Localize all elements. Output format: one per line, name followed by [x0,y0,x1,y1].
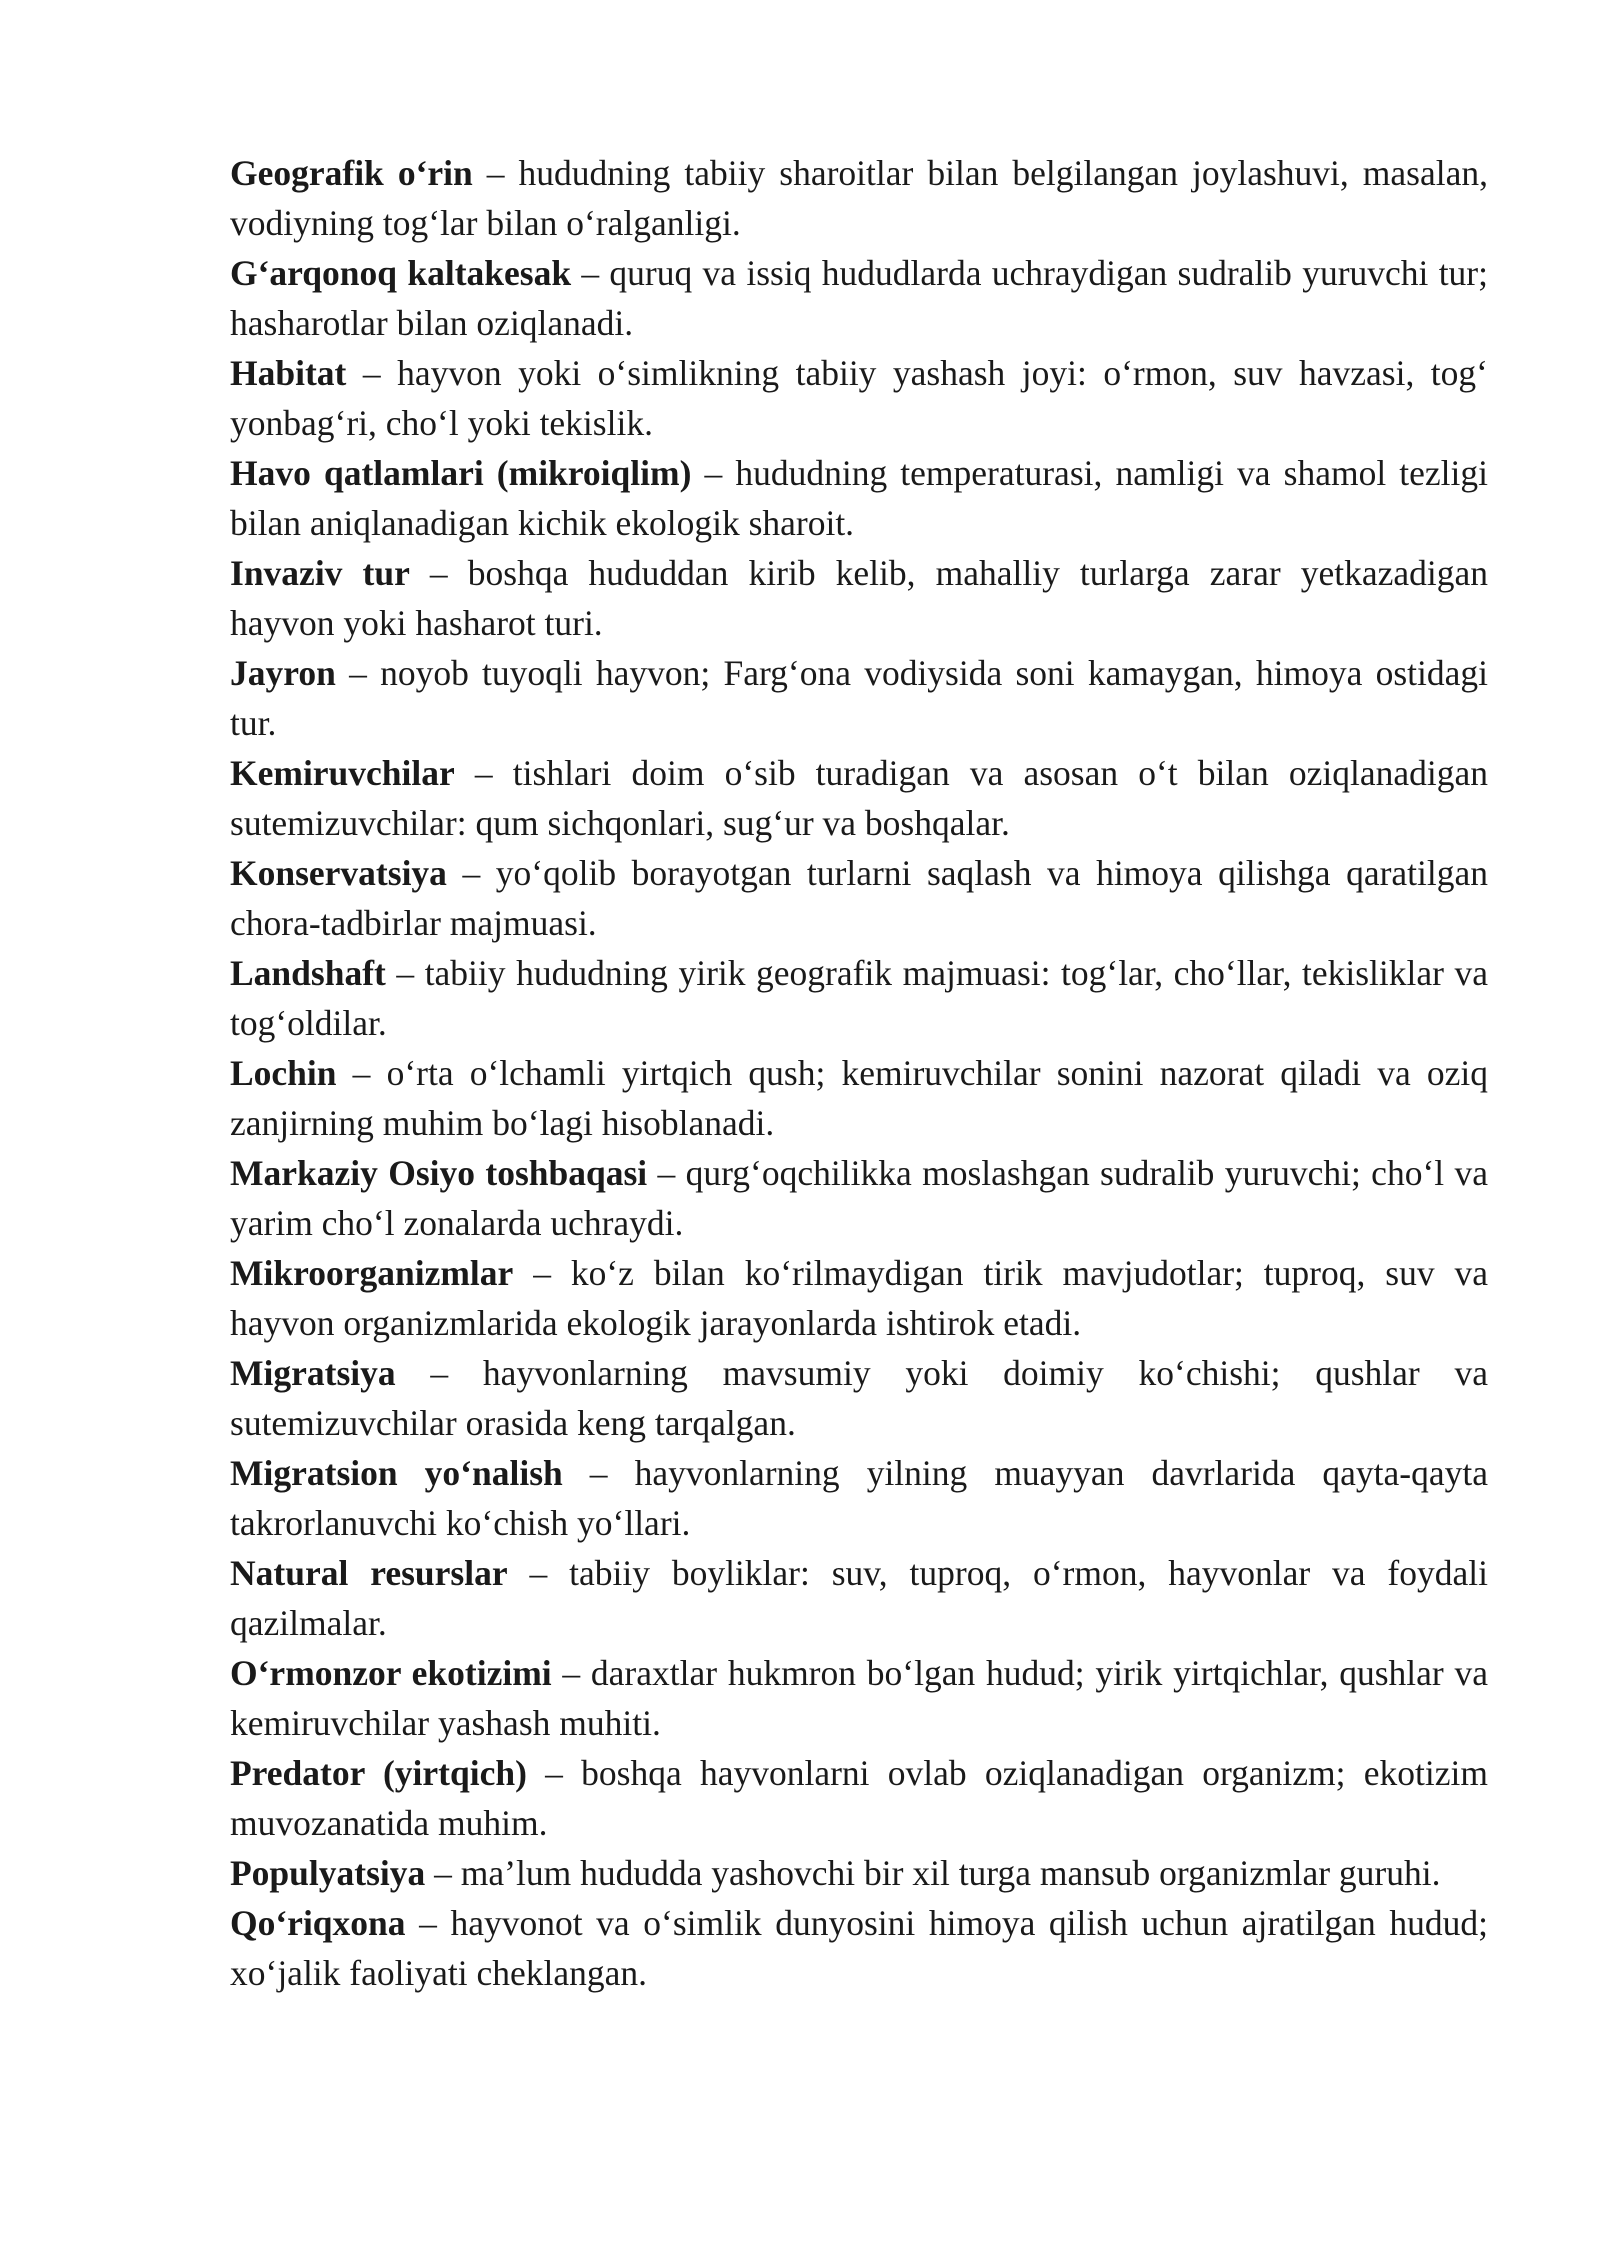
glossary-entry [230,1148,1488,1248]
glossary-term: G‘arqonoq kaltakesak [230,253,572,293]
glossary-term: Invaziv tur [230,553,410,593]
glossary-term: Markaziy Osiyo toshbaqasi [230,1153,648,1193]
glossary-term: O‘rmonzor ekotizimi [230,1653,552,1693]
glossary-definition: – ma’lum hududda yashovchi bir xil turga mansub organizmlar guruhi. [425,1853,1441,1893]
glossary-entry [230,1898,1488,1998]
glossary-term: Migratsiya [230,1353,396,1393]
glossary-entry [230,548,1488,648]
glossary-entry [230,1048,1488,1148]
glossary-entry [230,1348,1488,1448]
glossary-term: Mikroorganizmlar [230,1253,514,1293]
glossary-term: Kemiruvchilar [230,753,455,793]
glossary-entry [230,1648,1488,1748]
glossary-definition: – hududning temperaturasi, namligi va shamol tezligi bilan aniqlanadigan kichik ekologik sharoit. [230,453,1488,543]
glossary-definition: – ko‘z bilan ko‘rilmaydigan tirik mavjudotlar; tuproq, suv va hayvon organizmlarida ekologik jarayonlarda ishtirok etadi. [230,1253,1488,1343]
glossary-entry [230,1548,1488,1648]
glossary-term: Geografik o‘rin [230,153,473,193]
glossary-definition: – noyob tuyoqli hayvon; Farg‘ona vodiysida soni kamaygan, himoya ostidagi tur. [230,653,1488,743]
glossary-term: Predator (yirtqich) [230,1753,527,1793]
glossary-term: Populyatsiya [230,1853,426,1893]
glossary-term: Qo‘riqxona [230,1903,406,1943]
glossary-term: Landshaft [230,953,386,993]
glossary-entry [230,1448,1488,1548]
glossary-term: Natural resurslar [230,1553,508,1593]
glossary-definition: – boshqa hududdan kirib kelib, mahalliy turlarga zarar yetkazadigan hayvon yoki hasharot turi. [230,553,1488,643]
glossary-definition: – tabiiy boyliklar: suv, tuproq, o‘rmon, hayvonlar va foydali qazilmalar. [230,1553,1488,1643]
glossary-term: Konservatsiya [230,853,447,893]
glossary-entry [230,1848,1488,1898]
glossary-definition: – o‘rta o‘lchamli yirtqich qush; kemiruvchilar sonini nazorat qiladi va oziq zanjirning muhim bo‘lagi hisoblanadi. [230,1053,1488,1143]
glossary-term: Havo qatlamlari (mikroiqlim) [230,453,692,493]
glossary-term: Habitat [230,353,347,393]
glossary-entry [230,948,1488,1048]
glossary-entry [230,748,1488,848]
glossary-page [230,148,1488,1998]
glossary-definition: – qurg‘oqchilikka moslashgan sudralib yuruvchi; cho‘l va yarim cho‘l zonalarda uchraydi. [230,1153,1488,1243]
glossary-entry [230,648,1488,748]
glossary-definition: – hayvonlarning yilning muayyan davrlarida qayta-qayta takrorlanuvchi ko‘chish yo‘llari. [230,1453,1488,1543]
glossary-definition: – tabiiy hududning yirik geografik majmuasi: tog‘lar, cho‘llar, tekisliklar va tog‘oldilar. [230,953,1488,1043]
glossary-entry [230,448,1488,548]
glossary-entry [230,348,1488,448]
glossary-definition: – hayvon yoki o‘simlikning tabiiy yashash joyi: o‘rmon, suv havzasi, tog‘ yonbag‘ri, cho‘l yoki tekislik. [230,353,1488,443]
glossary-term: Lochin [230,1053,337,1093]
glossary-definition: – daraxtlar hukmron bo‘lgan hudud; yirik yirtqichlar, qushlar va kemiruvchilar yashash muhiti. [230,1653,1488,1743]
glossary-entry [230,148,1488,248]
glossary-definition: – hududning tabiiy sharoitlar bilan belgilangan joylashuvi, masalan, vodiyning tog‘lar bilan o‘ralganligi. [230,153,1488,243]
glossary-term: Jayron [230,653,336,693]
glossary-entry [230,1248,1488,1348]
glossary-definition: – yo‘qolib borayotgan turlarni saqlash va himoya qilishga qaratilgan chora-tadbirlar majmuasi. [230,853,1488,943]
glossary-definition: – quruq va issiq hududlarda uchraydigan sudralib yuruvchi tur; hasharotlar bilan oziqlanadi. [230,253,1488,343]
glossary-definition: – hayvonot va o‘simlik dunyosini himoya qilish uchun ajratilgan hudud; xo‘jalik faoliyati cheklangan. [230,1903,1488,1993]
glossary-definition: – tishlari doim o‘sib turadigan va asosan o‘t bilan oziqlanadigan sutemizuvchilar: qum sichqonlari, sug‘ur va boshqalar. [230,753,1488,843]
glossary-term: Migratsion yo‘nalish [230,1453,563,1493]
glossary-entry [230,1748,1488,1848]
glossary-entry [230,848,1488,948]
glossary-definition: – hayvonlarning mavsumiy yoki doimiy ko‘chishi; qushlar va sutemizuvchilar orasida keng tarqalgan. [230,1353,1488,1443]
glossary-entry [230,248,1488,348]
glossary-definition: – boshqa hayvonlarni ovlab oziqlanadigan organizm; ekotizim muvozanatida muhim. [230,1753,1488,1843]
